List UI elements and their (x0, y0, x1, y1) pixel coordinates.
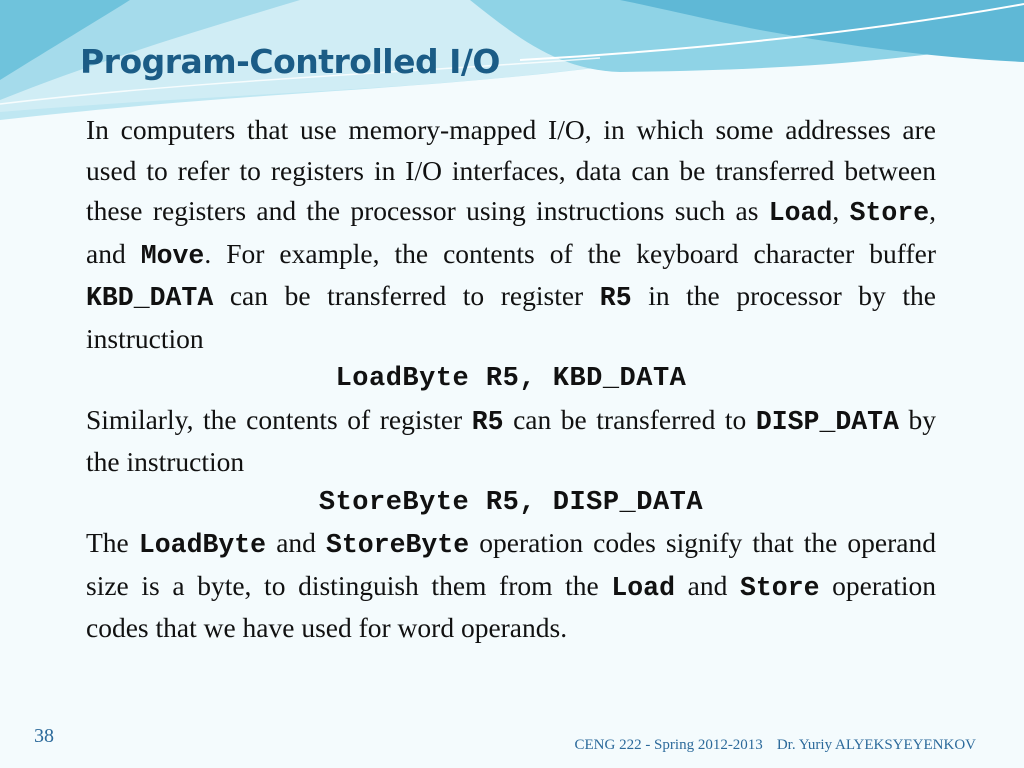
body-paragraph-3 (86, 523, 936, 649)
footer-course: CENG 222 - Spring 2012-2013 (574, 737, 763, 753)
text-run: operation codes that we have used for word operands. (86, 569, 936, 643)
footer (574, 737, 976, 754)
code-keyword: LoadByte (138, 530, 267, 560)
code-keyword: StoreByte (326, 530, 470, 560)
text-run: Similarly, the contents of register (86, 403, 472, 435)
code-line-loadbyte: LoadByte R5, KBD_DATA (335, 364, 687, 394)
slide-title: Program-Controlled I/O (80, 42, 500, 81)
text-run: . For example, the contents of the keyboard character buffer (204, 237, 936, 269)
code-keyword: R5 (599, 283, 632, 313)
code-keyword: Move (140, 240, 205, 271)
code-keyword: Store (739, 572, 820, 603)
code-keyword: Load (768, 198, 833, 228)
slide-body (86, 110, 936, 649)
code-keyword: Store (849, 198, 930, 228)
text-run: operation codes signify that the operand size is a byte, to distinguish them from the (86, 527, 936, 601)
slide-number: 38 (34, 725, 54, 747)
text-run: can be transferred to register (213, 280, 600, 311)
body-paragraph-1 (86, 110, 936, 359)
code-keyword: KBD_DATA (86, 283, 214, 313)
text-run: , (832, 195, 850, 226)
code-keyword: DISP_DATA (755, 406, 899, 437)
code-line-storebyte: StoreByte R5, DISP_DATA (318, 487, 704, 518)
text-run: The (86, 527, 139, 558)
text-run: In computers that use memory-mapped I/O, in which some addresses are used to refer to registers in I/O interfaces, data can be transferred between these registers and the processor using instructions such as (86, 114, 936, 226)
footer-author: Dr. Yuriy ALYEKSYEYENKOV (776, 737, 976, 753)
text-run: by the instruction (86, 403, 936, 477)
text-run: and (266, 527, 326, 558)
text-run: in the processor by the instruction (86, 280, 936, 354)
text-run: and (675, 569, 740, 601)
body-paragraph-2 (86, 400, 936, 483)
text-run: can be transferred to (503, 403, 756, 435)
code-keyword: Load (611, 572, 675, 603)
code-keyword: R5 (471, 406, 504, 437)
text-run: , and (86, 195, 936, 269)
